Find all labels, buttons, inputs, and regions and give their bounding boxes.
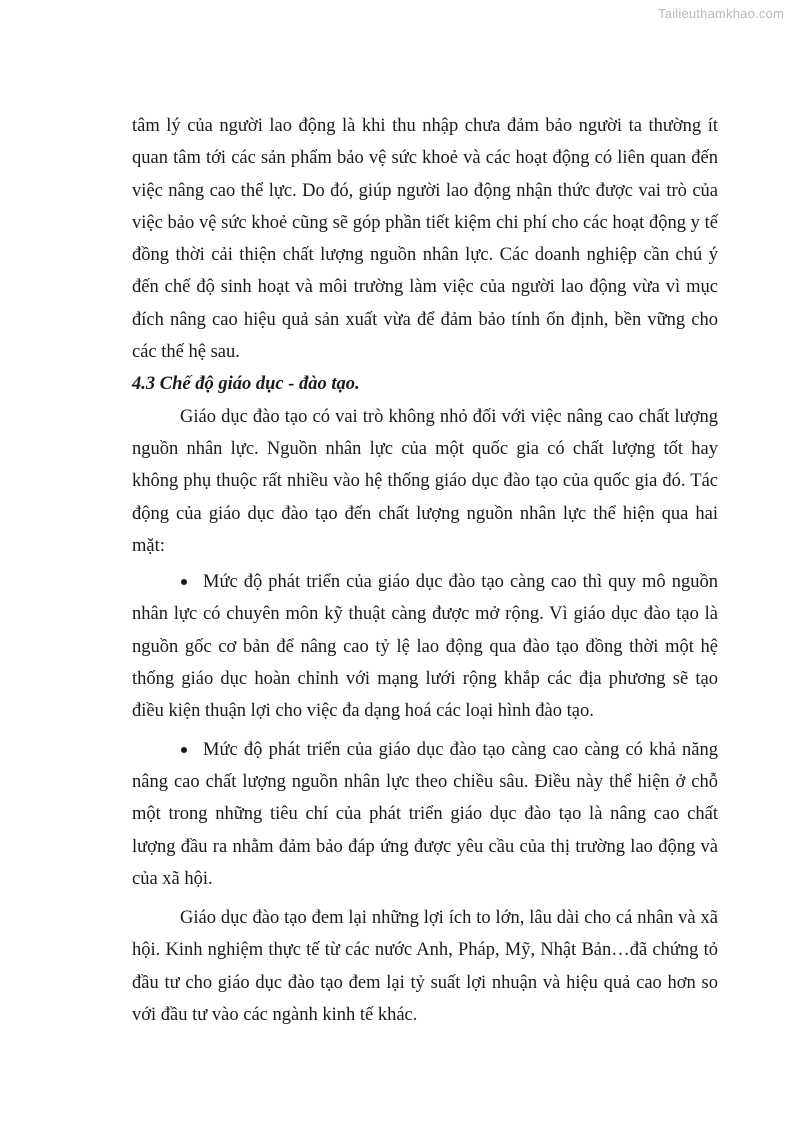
document-body (132, 110, 718, 1031)
list-item-text: Mức độ phát triển của giáo dục đào tạo càng cao càng có khả năng nâng cao chất lượng nguồn nhân lực theo chiều sâu. Điều này thể hiện ở chỗ một trong những tiêu chí của phát triển giáo dục đào tạo là nâng cao chất lượng đầu ra nhằm đảm bảo đáp ứng được yêu cầu của thị trường lao động và của xã hội. (132, 739, 718, 889)
list-item-text: Mức độ phát triển của giáo dục đào tạo càng cao thì quy mô nguồn nhân lực có chuyên môn kỹ thuật càng được mở rộng. Vì giáo dục đào tạo là nguồn gốc cơ bản để nâng cao tỷ lệ lao động qua đào tạo đồng thời một hệ thống giáo dục hoàn chỉnh với mạng lưới rộng khắp các địa phương sẽ tạo điều kiện thuận lợi cho việc đa dạng hoá các loại hình đào tạo. (132, 572, 718, 722)
bullet-icon (181, 747, 187, 753)
paragraph-intro: Giáo dục đào tạo có vai trò không nhỏ đối với việc nâng cao chất lượng nguồn nhân lực. Nguồn nhân lực của một quốc gia có chất lượng tốt hay không phụ thuộc rất nhiều vào hệ thống giáo dục đào tạo của quốc gia đó. Tác động của giáo dục đào tạo đến chất lượng nguồn nhân lực thể hiện qua hai mặt: (132, 406, 718, 556)
section-heading: 4.3 Chế độ giáo dục - đào tạo. (132, 374, 360, 395)
list-item (132, 734, 718, 895)
paragraph-conclusion: Giáo dục đào tạo đem lại những lợi ích to lớn, lâu dài cho cá nhân và xã hội. Kinh nghiệm thực tế từ các nước Anh, Pháp, Mỹ, Nhật Bản…đã chứng tỏ đầu tư cho giáo dục đào tạo đem lại tỷ suất lợi nhuận và hiệu quả cao hơn so với đầu tư vào các ngành kinh tế khác. (132, 908, 718, 1026)
paragraph-continued: tâm lý của người lao động là khi thu nhập chưa đảm bảo người ta thường ít quan tâm tới các sản phẩm bảo vệ sức khoẻ và các hoạt động có liên quan đến việc nâng cao thể lực. Do đó, giúp người lao động nhận thức được vai trò của việc bảo vệ sức khoẻ cũng sẽ góp phần tiết kiệm chi phí cho các hoạt động y tế đồng thời cải thiện chất lượng nguồn nhân lực. Các doanh nghiệp cần chú ý đến chế độ sinh hoạt và môi trường làm việc của người lao động vừa vì mục đích nâng cao hiệu quả sản xuất vừa để đảm bảo tính ổn định, bền vững cho các thế hệ sau. (132, 116, 718, 363)
watermark: Tailieuthamkhao.com (658, 6, 784, 21)
list-item (132, 566, 718, 727)
bullet-list (132, 566, 718, 895)
bullet-icon (181, 579, 187, 585)
